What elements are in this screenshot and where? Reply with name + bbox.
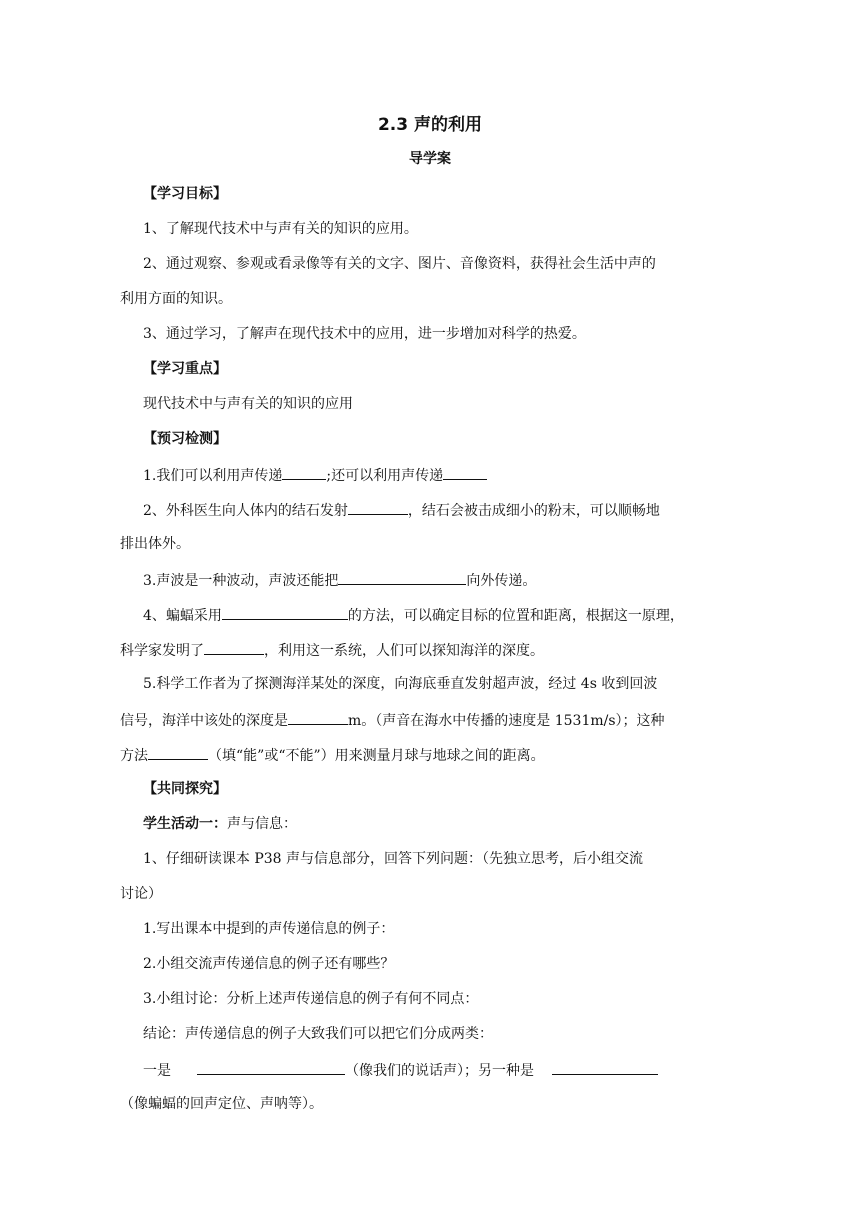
activity-step-1-continued: 讨论） xyxy=(120,886,162,902)
conclusion-text: 结论：声传递信息的例子大致我们可以把它们分成两类： xyxy=(143,1026,493,1042)
preview-question-4: 4、蝙蝠采用 的方法，可以确定目标的位置和距离，根据这一原理， xyxy=(143,598,713,633)
activity-question-1: 1.写出课本中提到的声传递信息的例子： xyxy=(143,921,395,937)
activity-one-label: 学生活动一： xyxy=(143,816,227,832)
answer-blank[interactable] xyxy=(282,464,326,480)
activity-step-1: 1、仔细研读课本 P38 声与信息部分，回答下列问题：（先独立思考，后小组交流 xyxy=(143,851,644,867)
answer-blank[interactable] xyxy=(443,464,487,480)
answer-blank[interactable] xyxy=(288,709,348,725)
conclusion-blanks-continued: （像蝙蝠的回声定位、声呐等）。 xyxy=(120,1096,323,1112)
activity-question-2: 2.小组交流声传递信息的例子还有哪些？ xyxy=(143,956,395,972)
activity-question-3: 3.小组讨论：分析上述声传递信息的例子有何不同点： xyxy=(143,991,479,1007)
document-subtitle: 导学案 xyxy=(409,151,451,167)
preview-question-5-continued-2: 方法 （填“能”或“不能”）用来测量月球与地球之间的距离。 xyxy=(120,738,713,773)
objective-item-2: 2、通过观察、参观或看录像等有关的文字、图片、音像资料，获得社会生活中声的 xyxy=(143,256,656,272)
answer-blank[interactable] xyxy=(222,604,348,620)
conclusion-blanks: 一是 （像我们的说话声）；另一种是 xyxy=(143,1053,713,1088)
objective-item-2-continued: 利用方面的知识。 xyxy=(120,291,232,307)
objective-item-1: 1、了解现代技术中与声有关的知识的应用。 xyxy=(143,221,418,237)
answer-blank[interactable] xyxy=(148,744,208,760)
document-title: 2.3 声的利用 xyxy=(377,115,483,135)
document-body xyxy=(120,178,713,1123)
answer-blank[interactable] xyxy=(348,499,408,515)
preview-question-2-continued: 排出体外。 xyxy=(120,536,190,552)
answer-blank[interactable] xyxy=(552,1059,658,1075)
answer-blank[interactable] xyxy=(204,639,264,655)
preview-question-3: 3.声波是一种波动，声波还能把 向外传递。 xyxy=(143,563,713,598)
preview-question-5-continued: 信号，海洋中该处的深度是 m。（声音在海水中传播的速度是 1531m/s）；这种 xyxy=(120,703,713,738)
preview-heading: 【预习检测】 xyxy=(143,431,227,447)
preview-question-4-continued: 科学家发明了 ，利用这一系统，人们可以探知海洋的深度。 xyxy=(120,633,713,668)
objectives-heading: 【学习目标】 xyxy=(143,186,227,202)
focus-text: 现代技术中与声有关的知识的应用 xyxy=(143,396,353,412)
focus-heading: 【学习重点】 xyxy=(143,361,227,377)
preview-question-2: 2、外科医生向人体内的结石发射 ，结石会被击成细小的粉末，可以顺畅地 xyxy=(143,493,713,528)
preview-question-1: 1.我们可以利用声传递 ;还可以利用声传递 xyxy=(143,458,713,493)
preview-question-5: 5.科学工作者为了探测海洋某处的深度，向海底垂直发射超声波，经过 4s 收到回波 xyxy=(143,676,658,692)
activity-one: 学生活动一：声与信息： xyxy=(143,816,297,832)
objective-item-3: 3、通过学习，了解声在现代技术中的应用，进一步增加对科学的热爱。 xyxy=(143,326,586,342)
explore-heading: 【共同探究】 xyxy=(143,781,227,797)
answer-blank[interactable] xyxy=(197,1059,345,1075)
answer-blank[interactable] xyxy=(338,569,466,585)
